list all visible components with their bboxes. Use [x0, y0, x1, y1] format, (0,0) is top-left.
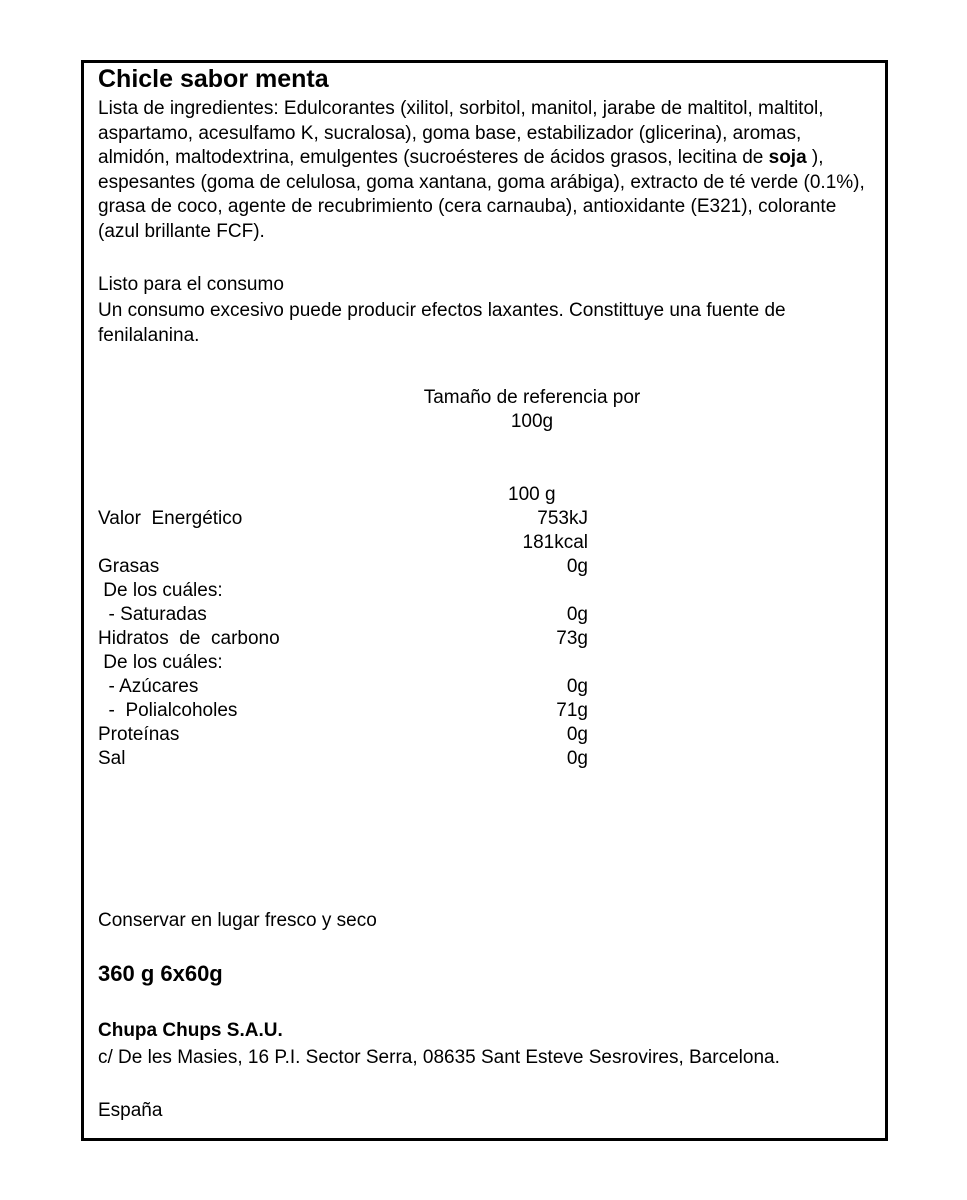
- ingredients-list: [98, 97, 873, 244]
- company-address: c/ De les Masies, 16 P.I. Sector Serra, 08635 Sant Esteve Sesrovires, Barcelona.: [98, 1047, 780, 1068]
- nutrition-row-label: Proteínas: [98, 724, 180, 745]
- nutrition-row-value: 0g: [566, 604, 588, 625]
- ingredients-text-start: Lista de ingredientes: Edulcorantes (xilitol, sorbitol, manitol, jarabe de maltitol, maltitol, aspartamo, acesulfamo K, sucralosa), goma base, estabilizador (glicerina), aromas, almidón, maltodextrina, emulgentes (sucroésteres de ácidos grasos, lecitina de: [98, 98, 824, 168]
- nutrition-row-label: - Polialcoholes: [98, 700, 238, 721]
- nutrition-row-label: Sal: [98, 748, 126, 769]
- storage-text: Conservar en lugar fresco y seco: [98, 910, 377, 931]
- nutrition-row-label: - Azúcares: [98, 676, 199, 697]
- nutrition-row-value: 0g: [566, 676, 588, 697]
- reference-size-line2: 100g: [510, 411, 554, 432]
- nutrition-column-header: 100 g: [508, 484, 556, 505]
- ingredients-text-end: ), espesantes (goma de celulosa, goma xantana, goma arábiga), extracto de té verde (0.1%), grasa de coco, agente de recubrimiento (cera carnauba), antioxidante (E321), colorante (azul brillante FCF).: [98, 147, 865, 242]
- allergen-soja: soja: [768, 147, 807, 168]
- nutrition-row-value: 0g: [566, 556, 588, 577]
- warning-text: Un consumo excesivo puede producir efectos laxantes. Constittuye una fuente de fenilalanina.: [98, 300, 786, 346]
- nutrition-row-label: De los cuáles:: [98, 652, 223, 673]
- ready-to-eat-text: Listo para el consumo: [98, 274, 284, 295]
- nutrition-row-value: 71g: [556, 700, 588, 721]
- nutrition-row-label: Hidratos de carbono: [98, 628, 280, 649]
- nutrition-row-label: Grasas: [98, 556, 160, 577]
- label-frame: [81, 60, 888, 1141]
- nutrition-row-value: 0g: [566, 748, 588, 769]
- nutrition-row-label: - Saturadas: [98, 604, 207, 625]
- net-weight: 360 g 6x60g: [98, 961, 223, 986]
- nutrition-row-value: 73g: [556, 628, 588, 649]
- product-title: Chicle sabor menta: [98, 65, 329, 93]
- reference-size-line1: Tamaño de referencia por: [423, 387, 641, 408]
- company-name: Chupa Chups S.A.U.: [98, 1020, 283, 1041]
- nutrition-row-label: De los cuáles:: [98, 580, 223, 601]
- nutrition-row-value: 181kcal: [522, 532, 588, 553]
- nutrition-row-value: 753kJ: [537, 508, 588, 529]
- nutrition-row-label: Valor Energético: [98, 508, 243, 529]
- company-country: España: [98, 1100, 163, 1121]
- nutrition-row-value: 0g: [566, 724, 588, 745]
